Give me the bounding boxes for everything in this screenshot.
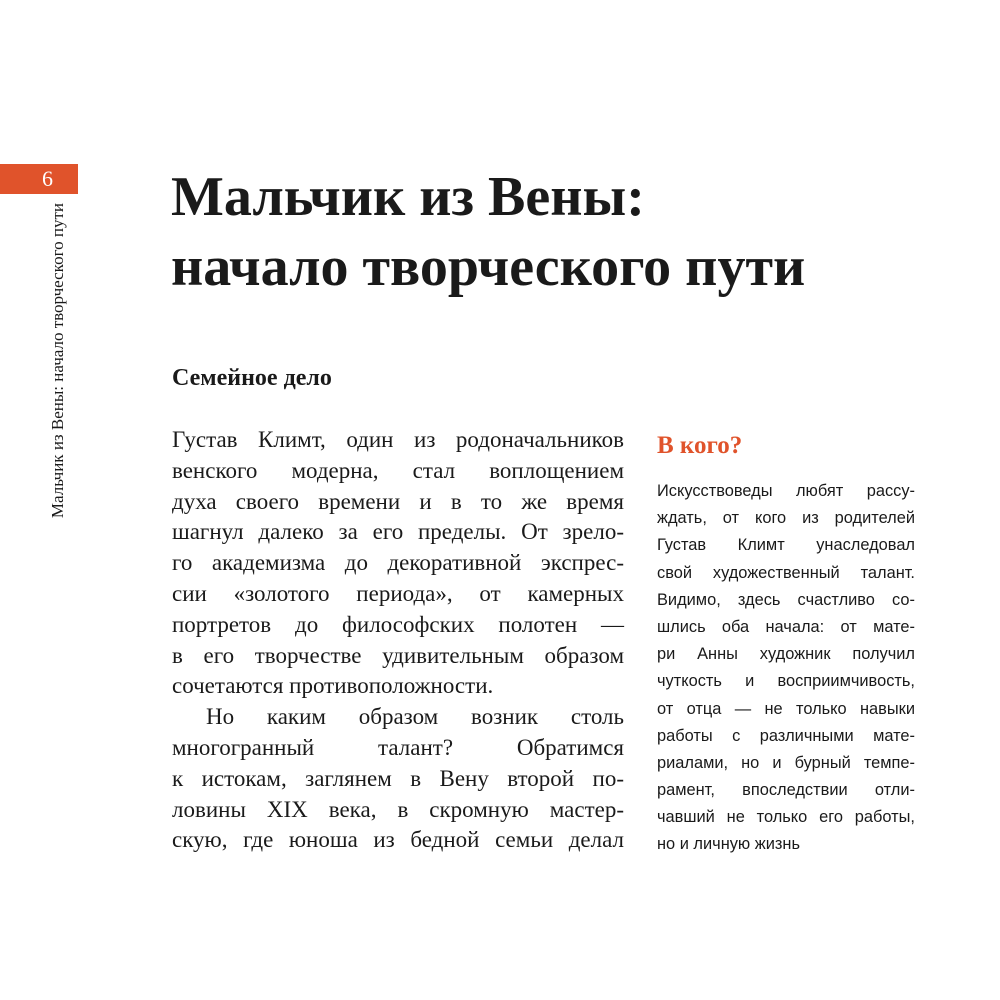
sidebar-line: риалами, но и бурный темпе- xyxy=(657,753,915,772)
sidebar-line: Искусствоведы любят рассу- xyxy=(657,482,915,500)
sidebar-line: от отца — не только навыки xyxy=(657,699,915,718)
body-line: многогранный талант? Обратимся xyxy=(172,734,624,760)
body-line: скую, где юноша из бедной семьи делал xyxy=(172,827,624,853)
page-number: 6 xyxy=(42,166,53,191)
sidebar-line: шлись оба начала: от мате- xyxy=(657,617,915,636)
running-head xyxy=(40,203,70,523)
chapter-title-line: Мальчик из Вены: xyxy=(171,166,645,228)
section-heading: Семейное дело xyxy=(172,365,332,391)
sidebar-line: чуткость и восприимчивость, xyxy=(657,672,915,691)
running-head-text: Мальчик из Вены: начало творческого пути xyxy=(48,203,67,519)
sidebar-line: но и личную жизнь xyxy=(657,835,801,854)
body-line: венского модерна, стал воплощением xyxy=(172,457,624,483)
body-line: сии «золотого периода», от камерных xyxy=(172,580,624,606)
sidebar-text xyxy=(657,478,915,859)
chapter-title xyxy=(171,162,951,302)
chapter-title-line: начало творческого пути xyxy=(171,236,806,298)
sidebar-line: ждать, от кого из родителей xyxy=(657,509,915,528)
body-line: Но каким образом возник столь xyxy=(206,704,624,730)
body-line: сочетаются противоположности. xyxy=(172,673,494,699)
body-line: духа своего времени и в то же время xyxy=(172,488,624,514)
sidebar-line: работы с различными мате- xyxy=(657,726,915,745)
body-line: к истокам, заглянем в Вену второй по- xyxy=(172,765,624,791)
sidebar-line: ри Анны художник получил xyxy=(657,645,915,664)
sidebar-line: Видимо, здесь счастливо со- xyxy=(657,590,915,609)
sidebar-line: Густав Климт унаследовал xyxy=(657,536,915,555)
main-body-text xyxy=(172,425,624,856)
body-line: го академизма до декоративной экспрес- xyxy=(172,550,624,576)
sidebar-line: чавший не только его работы, xyxy=(657,808,915,827)
sidebar-heading: В кого? xyxy=(657,432,743,459)
body-line: шагнул далеко за его пределы. От зрело- xyxy=(172,519,624,545)
sidebar-line: свой художественный талант. xyxy=(657,563,915,582)
body-line: в его творчестве удивительным образом xyxy=(172,642,624,668)
body-line: портретов до философских полотен — xyxy=(172,611,624,637)
sidebar-line: рамент, впоследствии отли- xyxy=(657,781,915,800)
body-line: ловины XIX века, в скромную мастер- xyxy=(172,796,624,822)
body-line: Густав Климт, один из родоначальников xyxy=(172,427,624,452)
